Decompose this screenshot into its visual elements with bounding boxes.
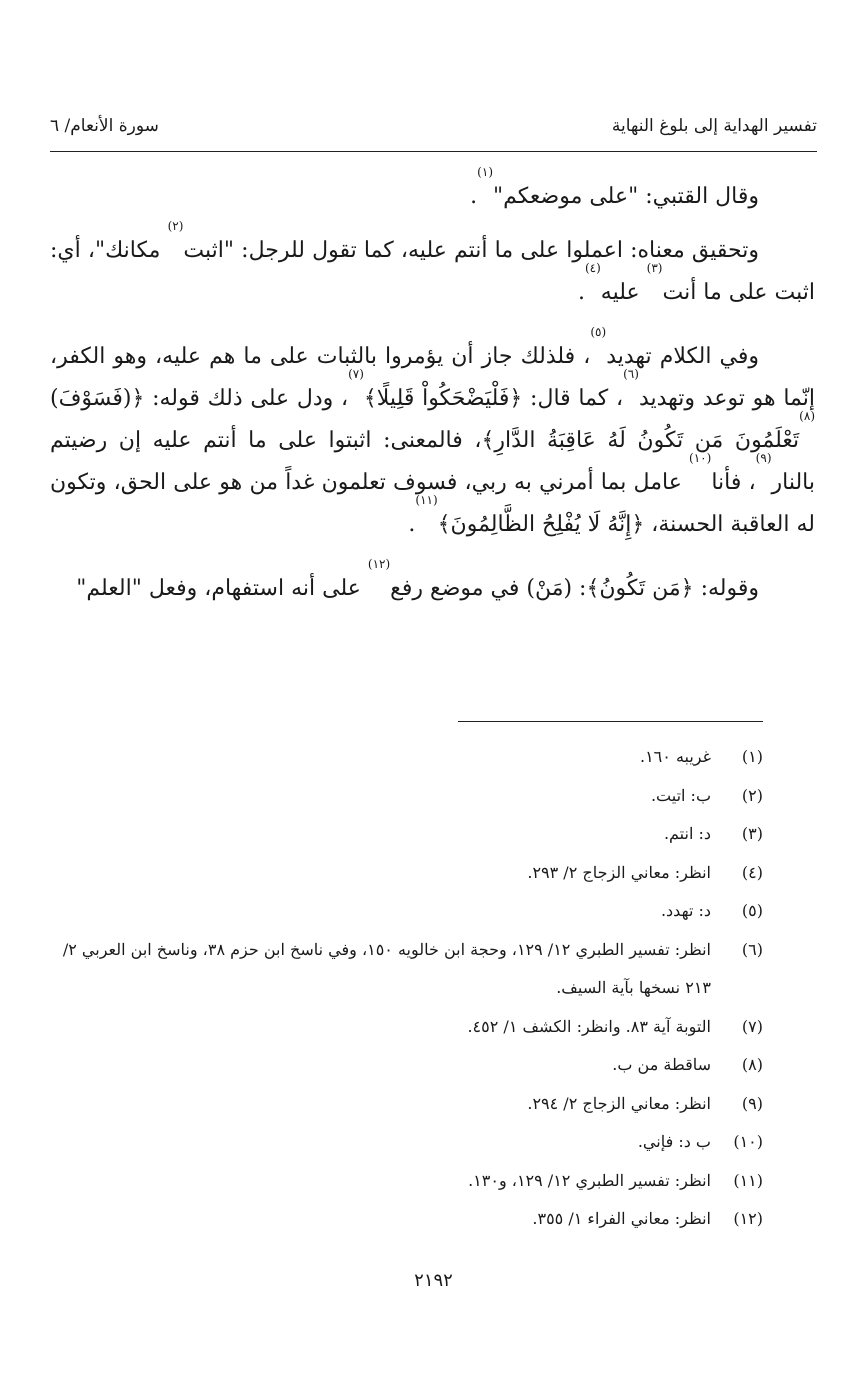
footnote-ref: (٩) <box>755 451 772 465</box>
footnotes <box>50 738 763 1239</box>
quran-quote: ﴿مَن تَكُونُ﴾ <box>586 576 694 601</box>
footnote-ref: (١٠) <box>689 451 712 465</box>
footnote <box>50 1085 763 1124</box>
page-number: ٢١٩٢ <box>414 1270 453 1291</box>
footnote-ref: (٧) <box>348 367 364 381</box>
footnote <box>50 931 763 1008</box>
footnote-number: (٦) <box>741 939 763 959</box>
main-text <box>50 165 815 610</box>
footnote-number: (٣) <box>741 824 763 843</box>
text: : (مَنْ) في موضع رفع <box>390 576 587 601</box>
footnote-ref: (٦) <box>623 367 639 381</box>
footnote-text: التوبة آية ٨٣. وانظر: الكشف ١/ ٤٥٢. <box>467 1016 711 1036</box>
footnote-number: (٧) <box>741 1016 763 1036</box>
text: عليه <box>600 280 647 305</box>
footnote-text: غريبه ١٦٠. <box>639 747 711 766</box>
footnote-text: انظر: معاني الزجاج ٢/ ٢٩٤. <box>527 1093 711 1113</box>
footnote-ref: (٤) <box>584 261 601 275</box>
footnote-number: (٢) <box>741 785 763 805</box>
footnote-number: (١٢) <box>733 1209 763 1228</box>
text: ، كما قال: <box>522 386 624 411</box>
paragraph-1 <box>50 165 815 218</box>
text: ، فالمعنى: اثبتوا على ما أنتم عليه إن رضيتم بالنار <box>50 428 815 495</box>
footnote-text: انظر: معاني الفراء ١/ ٣٥٥. <box>532 1209 711 1228</box>
paragraph-4 <box>50 557 815 610</box>
text: ، فلذلك جاز أن يؤمروا بالثبات على ما هم عليه، وهو الكفر، إنّما هو توعد وتهديد <box>50 344 815 411</box>
footnote <box>50 1123 763 1162</box>
text: . <box>577 280 585 305</box>
footnote <box>50 1046 763 1085</box>
footnote <box>50 815 763 854</box>
text: ، فأنا <box>711 470 756 495</box>
footnote-text: انظر: تفسير الطبري ١٢/ ١٢٩، وحجة ابن خالويه ١٥٠، وفي ناسخ ابن حزم ٣٨، وناسخ ابن العربي ٢/ ٢١٣ نسخها بآية السيف. <box>62 939 711 997</box>
footnote-text: د: تهدد. <box>660 901 711 920</box>
footnote-text: انظر: معاني الزجاج ٢/ ٢٩٣. <box>527 862 711 882</box>
paragraph-2 <box>50 219 815 314</box>
quran-quote: ﴿(فَسَوْفَ) <box>50 386 145 411</box>
footnote-number: (١) <box>741 747 763 766</box>
footnote-number: (١٠) <box>733 1132 763 1151</box>
header-divider <box>50 151 817 152</box>
book-title: تفسير الهداية إلى بلوغ النهاية <box>611 116 817 136</box>
text: وتحقيق معناه: اعملوا على ما أنتم عليه، كما تقول للرجل: "اثبت <box>183 238 759 263</box>
footnote-text: ب د: فإني. <box>637 1132 711 1151</box>
footnote-ref: (٥) <box>590 325 607 339</box>
footnote-text: انظر: تفسير الطبري ١٢/ ١٢٩، و١٣٠. <box>468 1170 711 1190</box>
text: . <box>408 512 416 537</box>
footnote <box>50 1008 763 1047</box>
footnote-ref: (٣) <box>646 261 663 275</box>
footnote-number: (٥) <box>741 901 763 920</box>
text: وقال القتبي: "على موضعكم" <box>493 184 759 209</box>
footnote-ref: (١١) <box>415 493 438 507</box>
text: وفي الكلام تهديد <box>606 344 759 369</box>
quran-quote: تَعْلَمُونَ مَن تَكُونُ لَهُ عَاقِبَةُ الدَّارِ﴾ <box>481 428 800 453</box>
text: عامل بما أمرني به ربي، فسوف تعلمون غداً من هو على الحق، وتكون له العاقبة الحسنة، <box>50 470 815 537</box>
footnote <box>50 738 763 777</box>
footnote-ref: (٢) <box>167 219 184 233</box>
text: وقوله: <box>693 576 759 601</box>
surah-reference: سورة الأنعام/ ٦ <box>50 116 159 136</box>
footnote-number: (٤) <box>741 862 763 882</box>
footnote <box>50 777 763 816</box>
footnote-ref: (٨) <box>799 409 815 423</box>
text: . <box>470 184 478 209</box>
text: على أنه استفهام، وفعل "العلم" <box>76 576 368 601</box>
footnote <box>50 1200 763 1239</box>
footnote-number: (١١) <box>733 1170 763 1190</box>
footnote-text: ساقطة من ب. <box>612 1055 711 1074</box>
text: مكانك"، أي: اثبت على ما أنت <box>50 238 815 305</box>
footnote <box>50 854 763 893</box>
paragraph-3 <box>50 325 815 546</box>
quran-quote: ﴿فَلْيَضْحَكُواْ قَلِيلًا﴾ <box>363 386 523 411</box>
footnote-number: (٩) <box>741 1093 763 1113</box>
running-header <box>50 116 817 150</box>
footnote-number: (٨) <box>741 1055 763 1074</box>
quran-quote: ﴿إِنَّهُ لَا يُفْلِحُ الظَّالِمُونَ﴾ <box>437 512 645 537</box>
footnote <box>50 892 763 931</box>
footnote-ref: (١) <box>477 165 493 179</box>
footnote-divider <box>458 721 763 722</box>
footnote-text: ب: اتيت. <box>650 785 711 805</box>
text: ، ودل على ذلك قوله: <box>144 386 349 411</box>
footnote-ref: (١٢) <box>367 557 391 571</box>
footnote <box>50 1162 763 1201</box>
footnote-text: د: انتم. <box>663 824 711 843</box>
